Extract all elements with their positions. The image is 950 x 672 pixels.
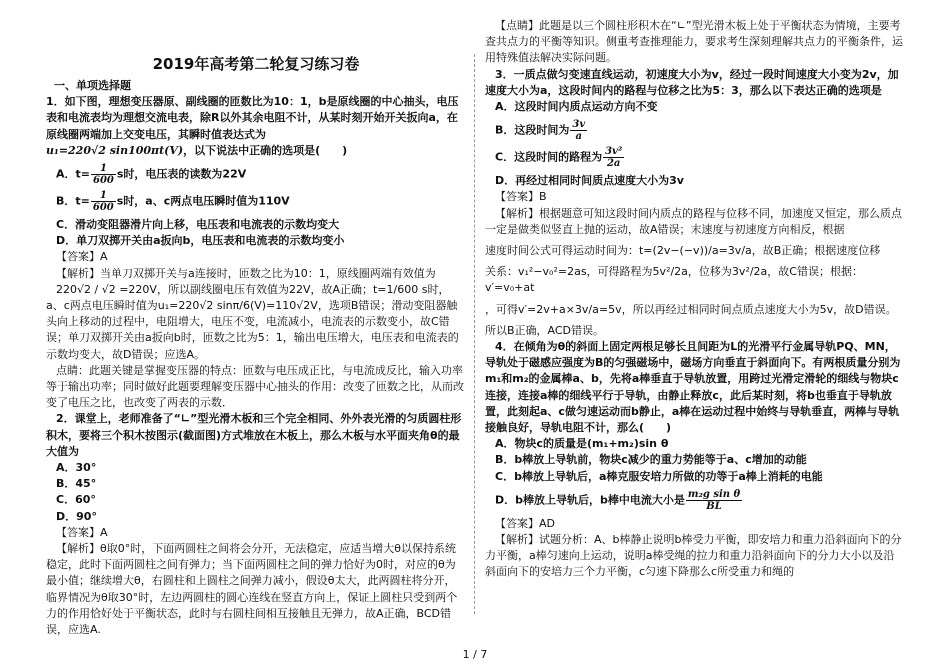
fraction-denominator: BL <box>706 500 722 512</box>
fraction-numerator: m₂g sin θ <box>687 488 741 500</box>
question-4-option-d <box>495 489 903 512</box>
question-1-option-d: D．单刀双掷开关由a扳向b，电压表和电流表的示数均变小 <box>56 234 345 248</box>
question-2-point: 【点睛】此题是以三个圆柱形积木在“∟”型光滑木板上处于平衡状态为情境，主要考查共点力的平衡等知识。侧重考查推理能力，要求考生深刻理解共点力的平衡条件，运用特殊值法解决实际问题。 <box>485 19 903 65</box>
section-heading: 一、单项选择题 <box>54 79 131 92</box>
question-1-explanation-1: 【解析】当单刀双掷开关与a连接时，匝数之比为10：1，原线圈两端有效值为 <box>56 266 436 280</box>
question-3-option-d: D．再经过相同时间质点速度大小为3v <box>495 174 684 188</box>
fraction <box>603 146 624 169</box>
question-1-text: 1．如下图，理想变压器原、副线圈的匝数比为10：1，b是原线圈的中心抽头，电压表和电流表均为理想交流电表，除R以外其余电阻不计，从某时刻开始开关扳向a，在原线圈两端加上交变电压，其瞬时值表达式为 <box>46 95 459 141</box>
fraction-denominator: 2a <box>606 158 621 170</box>
question-1-stem <box>46 94 466 159</box>
question-4-option-a: A．物块c的质量是(m₁+m₂)sin θ <box>495 437 669 451</box>
option-a-prefix: A．t= <box>56 167 90 181</box>
option-d-prefix: D．b棒放上导轨后，b棒中电流大小是 <box>495 493 685 507</box>
page-title: 2019年高考第二轮复习练习卷 <box>152 55 360 73</box>
fraction-numerator: 3v <box>572 119 586 131</box>
question-1-option-b <box>56 190 466 213</box>
right-column <box>485 18 903 581</box>
option-b-prefix: B．t= <box>56 194 90 208</box>
question-4-option-b: B．b棒放上导轨前，物块c减少的重力势能等于a、c增加的动能 <box>495 453 807 467</box>
question-3-explanation-5: 所以B正确，ACD错误。 <box>485 323 605 337</box>
question-1-option-c: C．滑动变阻器滑片向上移，电压表和电流表的示数均变大 <box>56 218 340 232</box>
fraction-denominator: a <box>575 131 583 143</box>
question-3-explanation-3: 关系：v₁²−v₀²=2as，可得路程为5v²/2a，位移为3v²/2a，故C错误；根据：v′=v₀+at <box>485 265 863 295</box>
question-4-explanation: 【解析】试题分析：A、b棒静止说明b棒受力平衡，即安培力和重力沿斜面向下的分力平衡，a棒匀速向上运动，说明a棒受绳的拉力和重力沿斜面向下的分力大小以及沿斜面向下的安培力三个力平衡，c匀速下降那么c所受重力和绳的 <box>485 533 902 579</box>
question-3-option-c <box>495 146 903 169</box>
question-3-explanation-1: 【解析】根据题意可知这段时间内质点的路程与位移不同，加速度又恒定，那么质点一定是做类似竖直上抛的运动，故A错误；末速度与初速度方向相反，根据 <box>485 206 902 236</box>
question-1-note: 点睛：此题关键是掌握变压器的特点：匝数与电压成正比，与电流成反比，输入功率等于输出功率；同时做好此题要理解变压器中心抽头的作用：改变了匝数之比，从而改变了电压之比，也改变了两表的示数． <box>46 363 464 410</box>
fraction <box>91 163 116 186</box>
question-1-tail: ，以下说法中正确的选项是( ) <box>183 143 348 157</box>
fraction <box>91 190 116 213</box>
question-1-explanation-2: 220√2 / √2 =220V，所以副线圈电压有效值为22V，故A正确；t=1/600 s时， <box>56 282 450 296</box>
page-number: 1 / 7 <box>462 648 488 661</box>
question-3-answer: 【答案】B <box>495 190 547 204</box>
question-2-option-b: B．45° <box>56 477 97 491</box>
question-3-explanation-2: 速度时间公式可得运动时间为：t=(2v−(−v))/a=3v/a，故B正确；根据速度位移 <box>485 244 881 258</box>
fraction <box>570 119 587 142</box>
question-3-explanation-4: ，可得v′=2v+a×3v/a=5v，所以再经过相同时间点质点速度大小为5v，故D错误。 <box>485 302 897 316</box>
question-3-stem: 3．一质点做匀变速直线运动，初速度大小为v，经过一段时间速度大小变为2v，加速度大小为a，这段时间内的路程与位移之比为5：3，那么以下表达正确的选项是 <box>485 67 899 97</box>
question-2-option-c: C．60° <box>56 493 96 507</box>
option-b-text: s时，a、c两点电压瞬时值为110V <box>116 194 290 208</box>
question-4-answer: 【答案】AD <box>495 516 555 530</box>
question-3-option-b <box>495 119 903 142</box>
question-2-option-a: A．30° <box>56 461 97 475</box>
fraction-denominator: 600 <box>93 175 114 187</box>
question-1-explanation-3: a、c两点电压瞬时值为u₁=220√2 sinπ/6(V)=110√2V，选项B错误；滑动变阻器触头向上移动的过程中，电阻增大，电压不变，电流减小，电流表的示数变小，故C错误；单刀双掷开关由a扳向b时，匝数之比为5：1，输出电压增大，电压表和电流表的示数均变大，故D错误；应选A。 <box>46 299 459 361</box>
fraction-numerator: 1 <box>91 190 116 202</box>
option-c-prefix: C．这段时间的路程为 <box>495 150 603 164</box>
option-a-text: s时，电压表的读数为22V <box>116 167 247 181</box>
fraction-numerator: 1 <box>91 163 116 175</box>
question-4-stem: 4．在倾角为θ的斜面上固定两根足够长且间距为L的光滑平行金属导轨PQ、MN，导轨处于磁感应强度为B的匀强磁场中，磁场方向垂直于斜面向下。有两根质量分别为m₁和m₂的金属棒a、b，先将a棒垂直于导轨放置，用跨过光滑定滑轮的细线与物块c连接，连接a棒的细线平行于导轨，由静止释放c，此后某时刻，将b也垂直于导轨放置，此刻起a、c做匀速运动而b静止，a棒在运动过程中始终与导轨垂直，两棒与导轨接触良好，导轨电阻不计，那么( ) <box>485 340 901 435</box>
fraction-numerator: 3v² <box>605 146 623 158</box>
option-b-prefix: B．这段时间为 <box>495 123 570 137</box>
left-column <box>46 18 466 638</box>
question-4-option-c: C．b棒放上导轨后，a棒克服安培力所做的功等于a棒上消耗的电能 <box>495 469 823 483</box>
fraction <box>686 489 742 512</box>
fraction-denominator: 600 <box>92 202 114 214</box>
question-2-answer: 【答案】A <box>56 525 108 539</box>
question-1-answer: 【答案】A <box>56 250 108 264</box>
question-2-stem: 2．课堂上，老师准备了“∟”型光滑木板和三个完全相同、外外表光滑的匀质圆柱形积木，要将三个积木按图示(截面图)方式堆放在木板上，那么木板与水平面夹角θ的最大值为 <box>46 412 462 458</box>
question-3-option-a: A．这段时间内质点运动方向不变 <box>495 100 658 114</box>
question-1-formula: u₁=220√2 sin100πt(V) <box>46 143 184 157</box>
question-2-explanation: 【解析】θ取0°时，下面两圆柱之间将会分开，无法稳定，应适当增大θ以保持系统稳定，此时下面两圆柱之间有弹力；当下面两圆柱之间的弹力恰好为0时，对应的θ为最小值；继续增大θ，右圆柱和上圆柱之间弹力减小，假设θ太大，此两圆柱将分开，临界情况为θ取30°时，左边两圆柱的圆心连线在竖直方向上，保证上圆柱只受到两个力的作用恰好处于平衡状态，此时与右圆柱间相互接触且无弹力，故A正确，BCD错误，应选A. <box>46 542 458 637</box>
question-2-option-d: D．90° <box>56 509 97 523</box>
column-divider <box>474 54 475 614</box>
question-1-option-a <box>56 163 466 186</box>
